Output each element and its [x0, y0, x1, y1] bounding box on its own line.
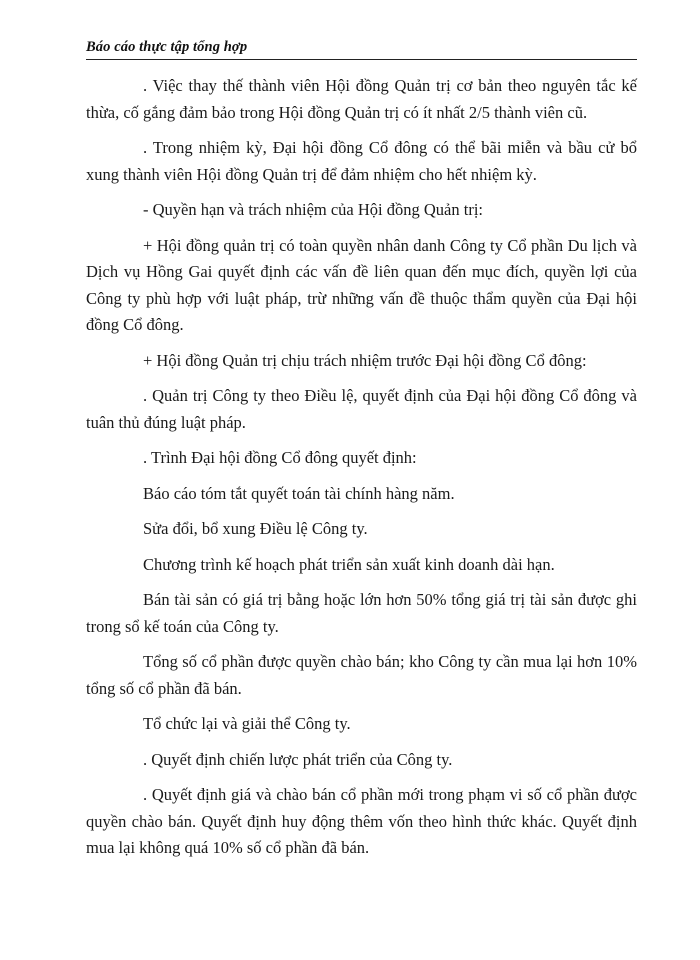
paragraph: . Trong nhiệm kỳ, Đại hội đồng Cổ đông có thể bãi miễn và bầu cử bổ xung thành viên Hội đồng Quản trị để đảm nhiệm cho hết nhiệm kỳ. [86, 138, 637, 184]
paragraph: . Việc thay thế thành viên Hội đồng Quản trị cơ bản theo nguyên tắc kế thừa, cố gắng đảm bảo trong Hội đồng Quản trị có ít nhất 2/5 thành viên cũ. [86, 76, 637, 122]
paragraph: . Quyết định giá và chào bán cổ phần mới trong phạm vi số cổ phần được quyền chào bán. Quyết định huy động thêm vốn theo hình thức khác. Quyết định mua lại không quá 10% số cổ phần đã bán. [86, 785, 637, 857]
paragraph: + Hội đồng Quản trị chịu trách nhiệm trước Đại hội đồng Cổ đông: [143, 350, 587, 370]
paragraph: Sửa đổi, bổ xung Điều lệ Công ty. [143, 519, 368, 538]
paragraph: - Quyền hạn và trách nhiệm của Hội đồng Quản trị: [143, 200, 483, 219]
paragraph: . Quyết định chiến lược phát triển của Công ty. [143, 749, 453, 769]
running-header: Báo cáo thực tập tổng hợp [86, 39, 248, 55]
paragraph: . Quản trị Công ty theo Điều lệ, quyết định của Đại hội đồng Cổ đông và tuân thủ đúng luật pháp. [86, 386, 637, 432]
body-text [86, 73, 637, 862]
paragraph: Báo cáo tóm tắt quyết toán tài chính hàng năm. [143, 483, 455, 503]
paragraph: Bán tài sản có giá trị bằng hoặc lớn hơn 50% tổng giá trị tài sản được ghi trong sổ kế toán của Công ty. [86, 590, 637, 636]
paragraph: Tổ chức lại và giải thể Công ty. [143, 714, 351, 733]
paragraph: Tổng số cổ phần được quyền chào bán; kho Công ty cần mua lại hơn 10% tổng số cổ phần đã bán. [86, 652, 637, 698]
header-rule [86, 59, 637, 60]
paragraph: . Trình Đại hội đồng Cổ đông quyết định: [143, 448, 417, 467]
paragraph: + Hội đồng quản trị có toàn quyền nhân danh Công ty Cổ phần Du lịch và Dịch vụ Hồng Gai quyết định các vấn đề liên quan đến mục đích, quyền lợi của Công ty phù hợp với luật pháp, trừ những vấn đề thuộc thẩm quyền của Đại hội đồng Cổ đông. [86, 235, 637, 334]
paragraph: Chương trình kế hoạch phát triển sản xuất kinh doanh dài hạn. [143, 554, 555, 574]
